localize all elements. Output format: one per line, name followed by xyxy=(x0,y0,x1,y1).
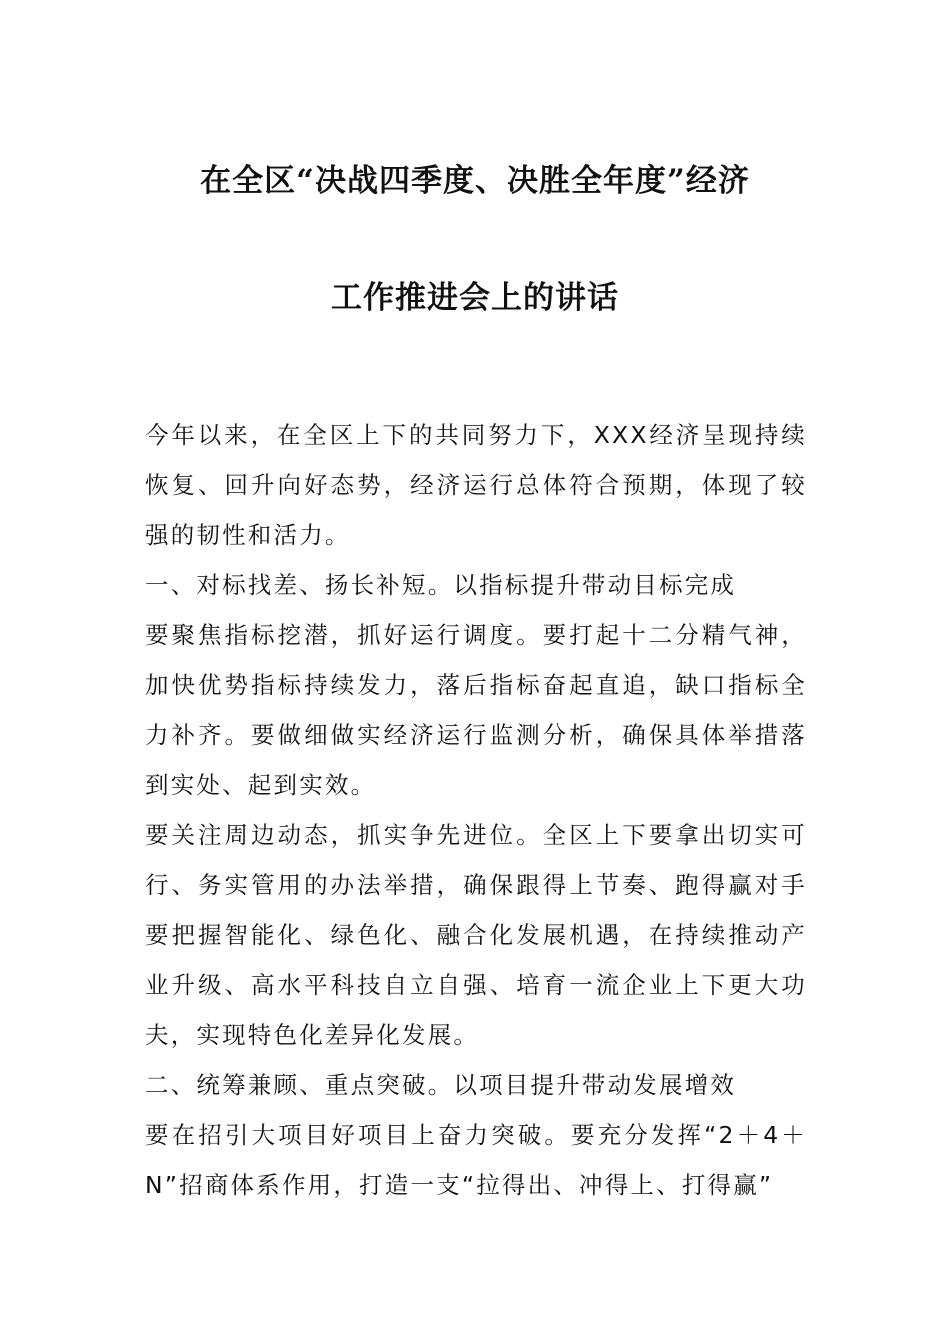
document-body xyxy=(145,410,807,1210)
paragraph-indicators: 要聚焦指标挖潜，抓好运行调度。要打起十二分精气神，加快优势指标持续发力，落后指标奋起直追，缺口指标全力补齐。要做细做实经济运行监测分析，确保具体举措落到实处、起到实效。 xyxy=(145,621,807,799)
paragraph-projects: 要在招引大项目好项目上奋力突破。要充分发挥“2＋4＋N”招商体系作用，打造一支“拉得出、冲得上、打得赢” xyxy=(145,1121,807,1199)
section-heading-2: 二、统筹兼顾、重点突破。以项目提升带动发展增效 xyxy=(145,1071,737,1099)
paragraph-peripheral: 要关注周边动态，抓实争先进位。全区上下要拿出切实可行、务实管用的办法举措，确保跟得上节奏、跑得赢对手要把握智能化、绿色化、融合化发展机遇，在持续推动产业升级、高水平科技自立自强、培育一流企业上下更大功夫，实现特色化差异化发展。 xyxy=(145,821,807,1049)
document-title-line-2: 工作推进会上的讲话 xyxy=(331,280,619,316)
section-heading-1: 一、对标找差、扬长补短。以指标提升带动目标完成 xyxy=(145,571,737,599)
document-title-line-1: 在全区“决战四季度、决胜全年度”经济 xyxy=(200,163,750,199)
paragraph-intro: 今年以来，在全区上下的共同努力下，XXX经济呈现持续恢复、回升向好态势，经济运行总体符合预期，体现了较强的韧性和活力。 xyxy=(145,421,807,549)
